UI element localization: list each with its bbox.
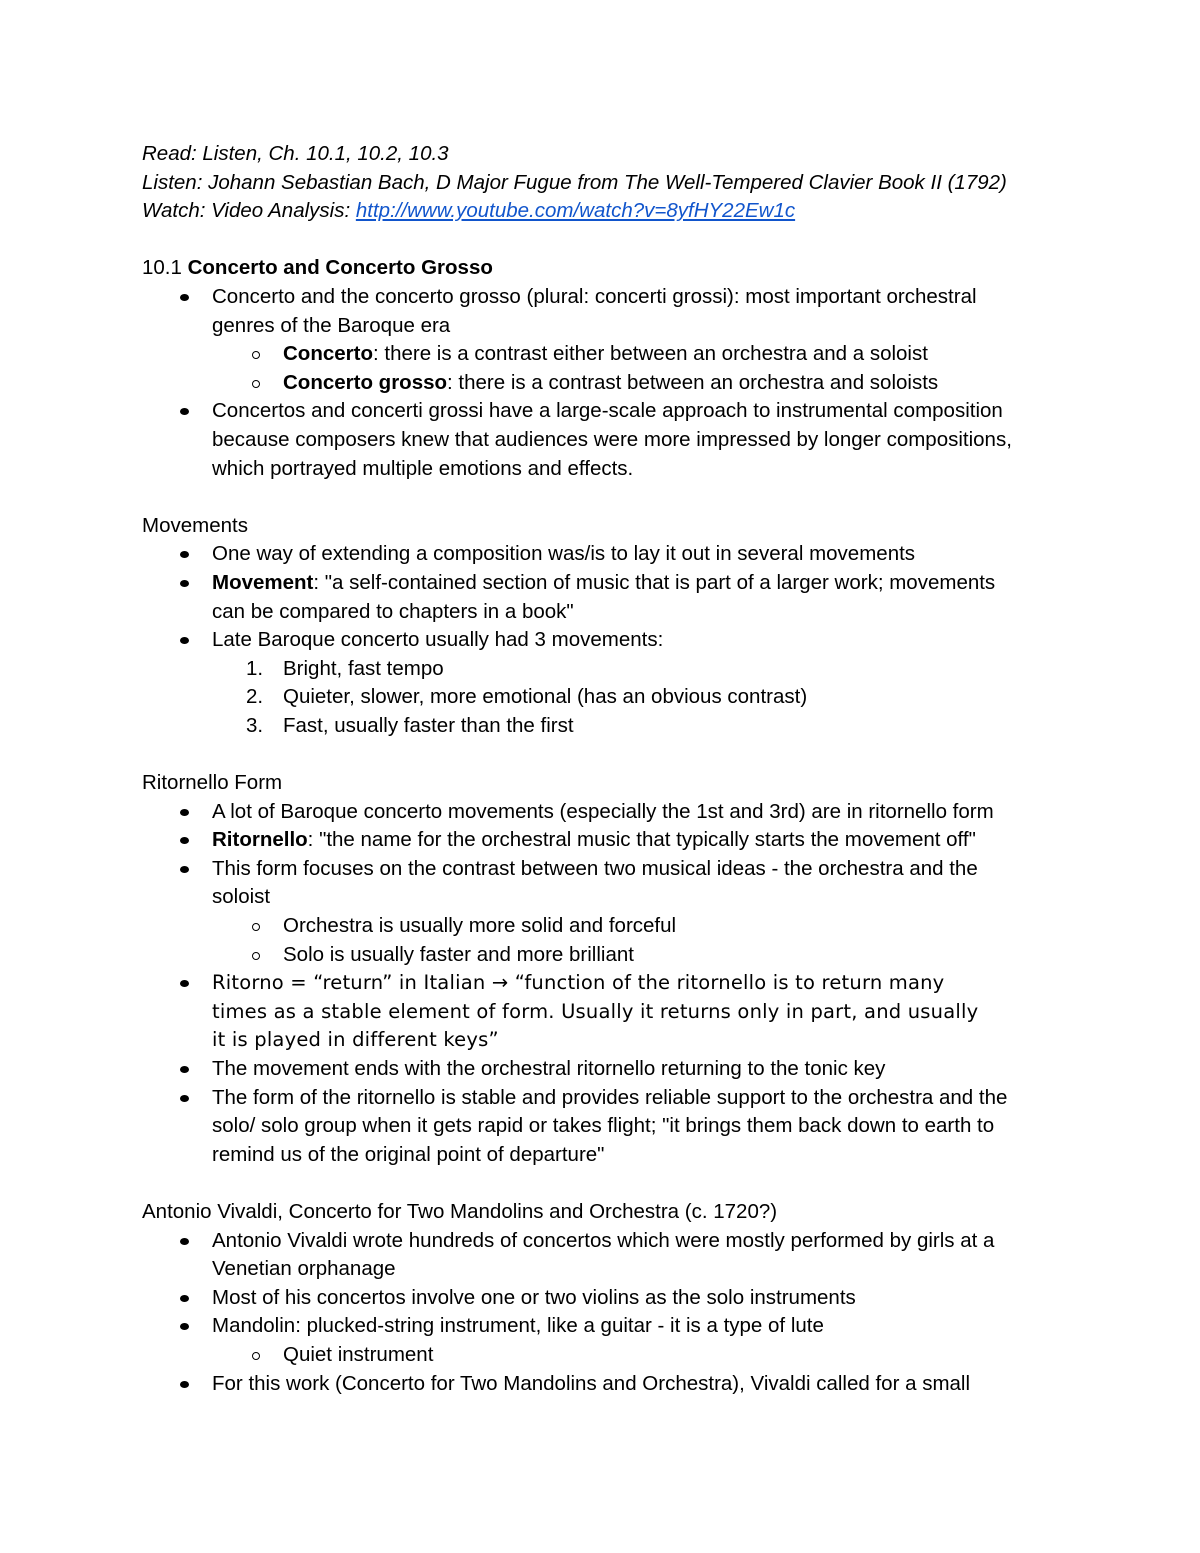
- bullet-icon: [180, 580, 189, 587]
- sub-list-item: [142, 941, 1062, 970]
- definition: : "the name for the orchestral music that typically starts the movement off": [307, 828, 976, 852]
- list-item: [142, 1055, 1062, 1084]
- list-item-text: Most of his concertos involve one or two violins as the solo instruments: [212, 1285, 856, 1309]
- numbered-item: [142, 712, 1062, 741]
- list-item-text: Quieter, slower, more emotional (has an obvious contrast): [283, 685, 808, 709]
- bullet-icon: [180, 637, 189, 644]
- list-item: [142, 1312, 1062, 1341]
- numbered-item: [142, 655, 1062, 684]
- list-item: [142, 798, 1062, 827]
- section-title: Concerto and Concerto Grosso: [187, 256, 493, 280]
- list-item-text: This form focuses on the contrast between two musical ideas - the orchestra and the: [212, 856, 978, 880]
- list-item-text: can be compared to chapters in a book": [212, 599, 574, 623]
- bullet-icon: [180, 1295, 189, 1302]
- list-item: [142, 1370, 1062, 1399]
- list-item: [142, 540, 1062, 569]
- term: Movement: [212, 570, 314, 594]
- list-item-continuation: [142, 312, 1062, 341]
- list-item-text: Ritorno = “return” in Italian → “function of the ritornello is to return many: [212, 971, 945, 995]
- list-item-continuation: [142, 426, 1062, 455]
- section-number: 10.1: [142, 256, 188, 280]
- list-item-continuation: [142, 455, 1062, 484]
- list-item-continuation: [142, 1141, 1062, 1170]
- list-item: [142, 855, 1062, 884]
- list-item: [142, 283, 1062, 312]
- list-item: [142, 626, 1062, 655]
- watch-assignment: [142, 197, 1062, 226]
- list-item-text: remind us of the original point of departure": [212, 1142, 605, 1166]
- bullet-icon: [180, 551, 189, 558]
- list-item-text: Mandolin: plucked-string instrument, like a guitar - it is a type of lute: [212, 1314, 824, 1338]
- list-item-text: Bright, fast tempo: [283, 656, 444, 680]
- bullet-icon: [180, 1381, 189, 1388]
- list-item-text: Venetian orphanage: [212, 1257, 396, 1281]
- list-item-text: Concertos and concerti grossi have a large-scale approach to instrumental composition: [212, 399, 1003, 423]
- section-heading-movements: Movements: [142, 513, 248, 537]
- bullet-icon: [180, 1238, 189, 1245]
- bullet-icon: [180, 1323, 189, 1330]
- hollow-bullet-icon: [252, 1352, 260, 1360]
- video-analysis-link[interactable]: http://www.youtube.com/watch?v=8yfHY22Ew1c: [355, 199, 796, 223]
- numbered-item: [142, 683, 1062, 712]
- bullet-icon: [180, 294, 189, 301]
- sub-list-item: [142, 1341, 1062, 1370]
- bullet-icon: [180, 837, 189, 844]
- definition: : there is a contrast between an orchestra and soloists: [447, 370, 939, 394]
- definition: : there is a contrast either between an orchestra and a soloist: [372, 342, 928, 366]
- bullet-icon: [180, 809, 189, 816]
- section-heading-ritornello: Ritornello Form: [142, 771, 283, 795]
- list-item-text: solo/ solo group when it gets rapid or takes flight; "it brings them back down to earth to: [212, 1114, 995, 1138]
- read-assignment: Read: Listen, Ch. 10.1, 10.2, 10.3: [142, 142, 449, 165]
- list-item: [142, 826, 1062, 855]
- item-number: 3.: [246, 713, 264, 737]
- definition: : "a self-contained section of music that is part of a larger work; movements: [313, 570, 996, 594]
- item-number: 1.: [246, 656, 264, 680]
- list-item-text: The form of the ritornello is stable and provides reliable support to the orchestra and the: [212, 1085, 1008, 1109]
- list-item-text: times as a stable element of form. Usually it returns only in part, and usually: [212, 999, 979, 1023]
- bullet-icon: [180, 1066, 189, 1073]
- bullet-icon: [180, 1095, 189, 1102]
- hollow-bullet-icon: [252, 952, 260, 960]
- list-item-text: Antonio Vivaldi wrote hundreds of concertos which were mostly performed by girls at a: [212, 1228, 995, 1252]
- list-item-text: For this work (Concerto for Two Mandolins and Orchestra), Vivaldi called for a small: [212, 1371, 971, 1395]
- list-item-continuation: [142, 998, 1062, 1027]
- item-number: 2.: [246, 685, 264, 709]
- list-item-continuation: [142, 1255, 1062, 1284]
- list-item-text: it is played in different keys”: [212, 1028, 499, 1052]
- list-item-text: The movement ends with the orchestral ritornello returning to the tonic key: [212, 1057, 886, 1080]
- bullet-icon: [180, 408, 189, 415]
- list-item: [142, 969, 1062, 998]
- list-item-continuation: [142, 598, 1062, 627]
- bullet-icon: [180, 980, 189, 987]
- list-item-continuation: [142, 883, 1062, 912]
- list-item-text: One way of extending a composition was/is to lay it out in several movements: [212, 542, 916, 566]
- document-page: [142, 140, 1062, 1398]
- list-item-text: Solo is usually faster and more brilliant: [283, 942, 634, 966]
- list-item-text: which portrayed multiple emotions and effects.: [212, 456, 634, 480]
- list-item-text: because composers knew that audiences were more impressed by longer compositions,: [212, 427, 1012, 451]
- watch-label: Watch: Video Analysis:: [142, 199, 356, 223]
- list-item-text: soloist: [212, 885, 271, 909]
- list-item-text: genres of the Baroque era: [212, 313, 451, 337]
- list-item-text: Concerto and the concerto grosso (plural: concerti grossi): most important orchestral: [212, 284, 977, 308]
- section-heading-vivaldi: Antonio Vivaldi, Concerto for Two Mandolins and Orchestra (c. 1720?): [142, 1199, 778, 1223]
- list-item-continuation: [142, 1112, 1062, 1141]
- term: Ritornello: [212, 828, 308, 852]
- list-item: [142, 1084, 1062, 1113]
- listen-assignment: Listen: Johann Sebastian Bach, D Major Fugue from The Well-Tempered Clavier Book II (1792): [142, 170, 1007, 194]
- sub-list-item: [142, 912, 1062, 941]
- term: Concerto: [283, 342, 373, 366]
- bullet-icon: [180, 866, 189, 873]
- list-item-continuation: [142, 1026, 1062, 1055]
- section-heading-concerto: [142, 254, 1062, 283]
- list-item: [142, 1227, 1062, 1256]
- list-item-text: Quiet instrument: [283, 1342, 434, 1366]
- sub-list-item: [142, 340, 1062, 369]
- list-item-text: Late Baroque concerto usually had 3 movements:: [212, 628, 664, 652]
- list-item-text: Fast, usually faster than the first: [283, 713, 574, 737]
- term: Concerto grosso: [283, 370, 448, 394]
- hollow-bullet-icon: [252, 351, 260, 359]
- list-item-text: A lot of Baroque concerto movements (especially the 1st and 3rd) are in ritornello form: [212, 799, 994, 823]
- list-item: [142, 1284, 1062, 1313]
- list-item: [142, 569, 1062, 598]
- hollow-bullet-icon: [252, 923, 260, 931]
- sub-list-item: [142, 369, 1062, 398]
- hollow-bullet-icon: [252, 380, 260, 388]
- list-item: [142, 397, 1062, 426]
- list-item-text: Orchestra is usually more solid and forceful: [283, 914, 677, 938]
